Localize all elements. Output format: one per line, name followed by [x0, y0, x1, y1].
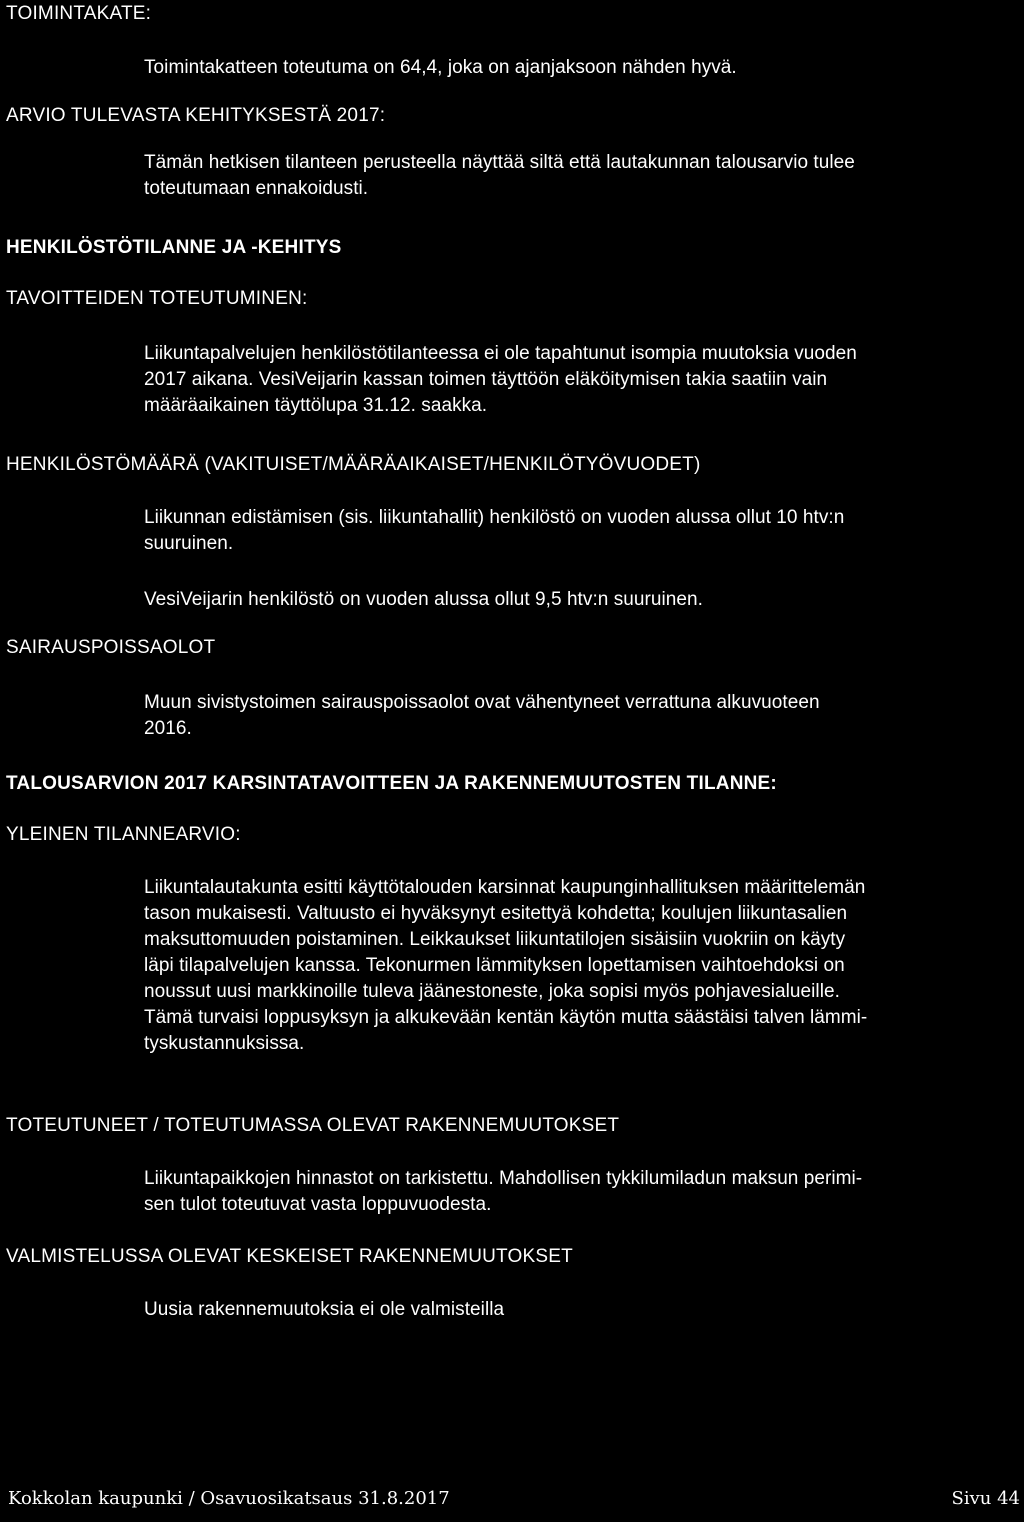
sairaus-text: Muun sivistystoimen sairauspoissaolot ovat vähentyneet verrattuna alkuvuoteen 2016.: [144, 692, 820, 739]
yleinen-text: Liikuntalautakunta esitti käyttötalouden karsinnat kaupunginhallituksen määrittelemän tason mukaisesti. Valtuusto ei hyväksynyt esitettyä kohdetta; koulujen liikuntasalien maksuttomuuden poistaminen. Leikkaukset liikuntatilojen sisäisiin vuokriin on käyty läpi tilapalvelujen kanssa. Tekonurmen lämmityksen lopettamisen vaihtoehdoksi on noussut uusi markkinoille tuleva jäänestoneste, joka sopisi myös pohjavesialueille. Tämä turvaisi loppusyksyn ja alkukevään kentän käytön mutta säästäisi talven lämmi- tyskustannuksissa.: [144, 877, 868, 1054]
sairaus-heading: SAIRAUSPOISSAOLOT: [6, 637, 216, 658]
valmistelussa-text: Uusia rakennemuutoksia ei ole valmisteilla: [144, 1299, 505, 1320]
talousarvio-heading: TALOUSARVION 2017 KARSINTATAVOITTEEN JA RAKENNEMUUTOSTEN TILANNE:: [6, 773, 777, 794]
toteutuneet-heading: TOTEUTUNEET / TOTEUTUMASSA OLEVAT RAKENNEMUUTOKSET: [6, 1115, 620, 1136]
yleinen-heading: YLEINEN TILANNEARVIO:: [6, 824, 241, 845]
henkilosto-heading: HENKILÖSTÖTILANNE JA -KEHITYS: [6, 237, 342, 258]
footer-title: Kokkolan kaupunki / Osavuosikatsaus 31.8.2017: [8, 1488, 450, 1509]
toimintakate-text: Toimintakatteen toteutuma on 64,4, joka on ajanjaksoon nähden hyvä.: [144, 57, 737, 78]
page-number: Sivu 44: [951, 1488, 1020, 1509]
arvio-text: Tämän hetkisen tilanteen perusteella näyttää siltä että lautakunnan talousarvio tulee toteutumaan ennakoidusti.: [144, 152, 855, 199]
henkilostomaara-heading: HENKILÖSTÖMÄÄRÄ (VAKITUISET/MÄÄRÄAIKAISET/HENKILÖTYÖVUODET): [6, 454, 701, 475]
henkilostomaara-text-2: VesiVeijarin henkilöstö on vuoden alussa ollut 9,5 htv:n suuruinen.: [144, 589, 703, 610]
henkilostomaara-text-1: Liikunnan edistämisen (sis. liikuntahallit) henkilöstö on vuoden alussa ollut 10 htv:n suuruinen.: [144, 507, 845, 554]
tavoitteiden-heading: TAVOITTEIDEN TOTEUTUMINEN:: [6, 288, 308, 309]
toteutuneet-text: Liikuntapaikkojen hinnastot on tarkistettu. Mahdollisen tykkilumiladun maksun perimi- sen tulot toteutuvat vasta loppuvuodesta.: [144, 1168, 863, 1215]
toimintakate-heading: TOIMINTAKATE:: [6, 3, 152, 24]
tavoitteiden-text: Liikuntapalvelujen henkilöstötilanteessa ei ole tapahtunut isompia muutoksia vuoden 2017 aikana. VesiVeijarin kassan toimen täyttöön eläköitymisen takia saatiin vain määräaikainen täyttölupa 31.12. saakka.: [144, 343, 857, 416]
valmistelussa-heading: VALMISTELUSSA OLEVAT KESKEISET RAKENNEMUUTOKSET: [6, 1246, 573, 1267]
arvio-heading: ARVIO TULEVASTA KEHITYKSESTÄ 2017:: [6, 105, 386, 126]
